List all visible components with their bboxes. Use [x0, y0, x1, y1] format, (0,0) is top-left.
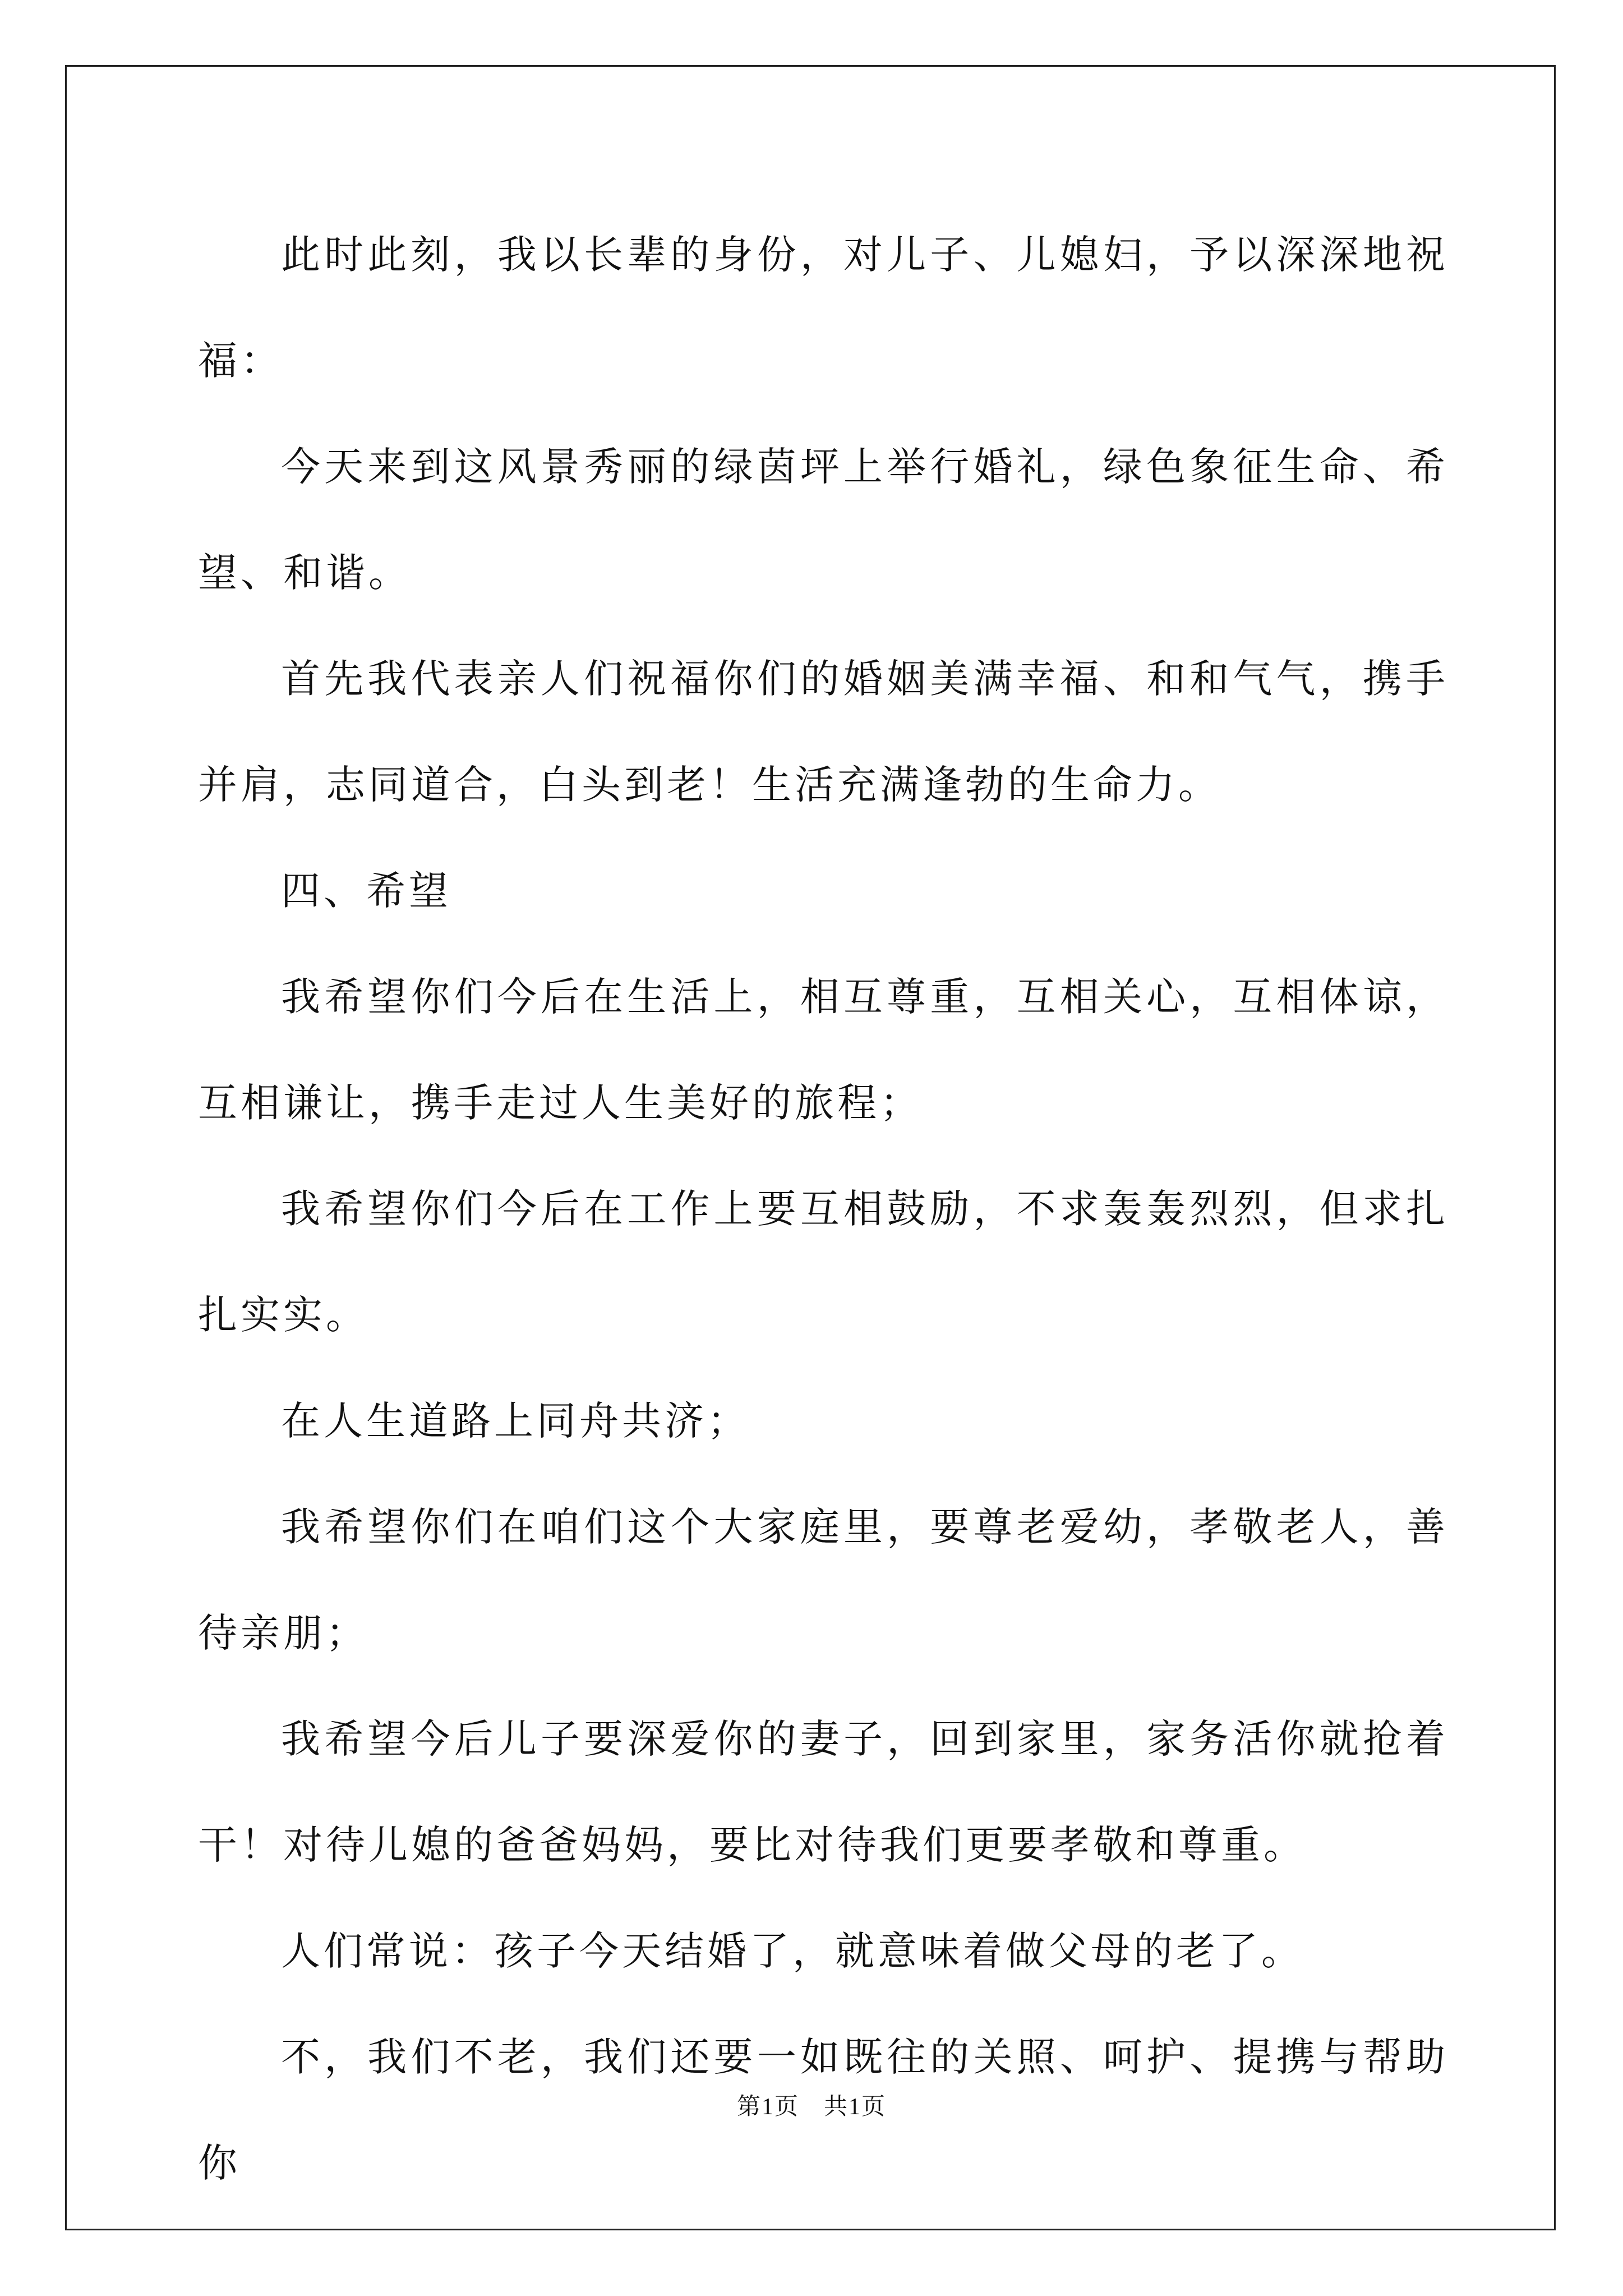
page-total: 共1页 [824, 2094, 887, 2120]
section-heading: 四、希望 [281, 868, 451, 914]
paragraph: 人们常说：孩子今天结婚了，就意味着做父母的老了。 [281, 1928, 1304, 1974]
paragraph: 我希望你们今后在工作上要互相鼓励，不求轰轰烈烈，但求扎扎实实。 [198, 1186, 1449, 1338]
paragraph: 我希望你们今后在生活上，相互尊重，互相关心，互相体谅，互相谦让，携手走过人生美好的旅程； [198, 974, 1449, 1126]
document-body [198, 202, 1449, 2216]
paragraph: 首先我代表亲人们祝福你们的婚姻美满幸福、和和气气，携手并肩，志同道合，白头到老！生活充满逢勃的生命力。 [198, 656, 1449, 808]
page-footer [0, 2088, 1623, 2122]
paragraph: 我希望你们在咱们这个大家庭里，要尊老爱幼，孝敬老人，善待亲朋； [198, 1504, 1449, 1656]
paragraph: 在人生道路上同舟共济； [281, 1398, 750, 1444]
page-number: 第1页 [736, 2094, 799, 2120]
paragraph: 我希望今后儿子要深爱你的妻子，回到家里，家务活你就抢着干！对待儿媳的爸爸妈妈，要比对待我们更要孝敬和尊重。 [198, 1716, 1449, 1868]
paragraph: 今天来到这风景秀丽的绿茵坪上举行婚礼，绿色象征生命、希望、和谐。 [198, 444, 1449, 596]
paragraph: 不，我们不老，我们还要一如既往的关照、呵护、提携与帮助你 [198, 2034, 1449, 2186]
paragraph: 此时此刻，我以长辈的身份，对儿子、儿媳妇，予以深深地祝福： [198, 232, 1449, 384]
